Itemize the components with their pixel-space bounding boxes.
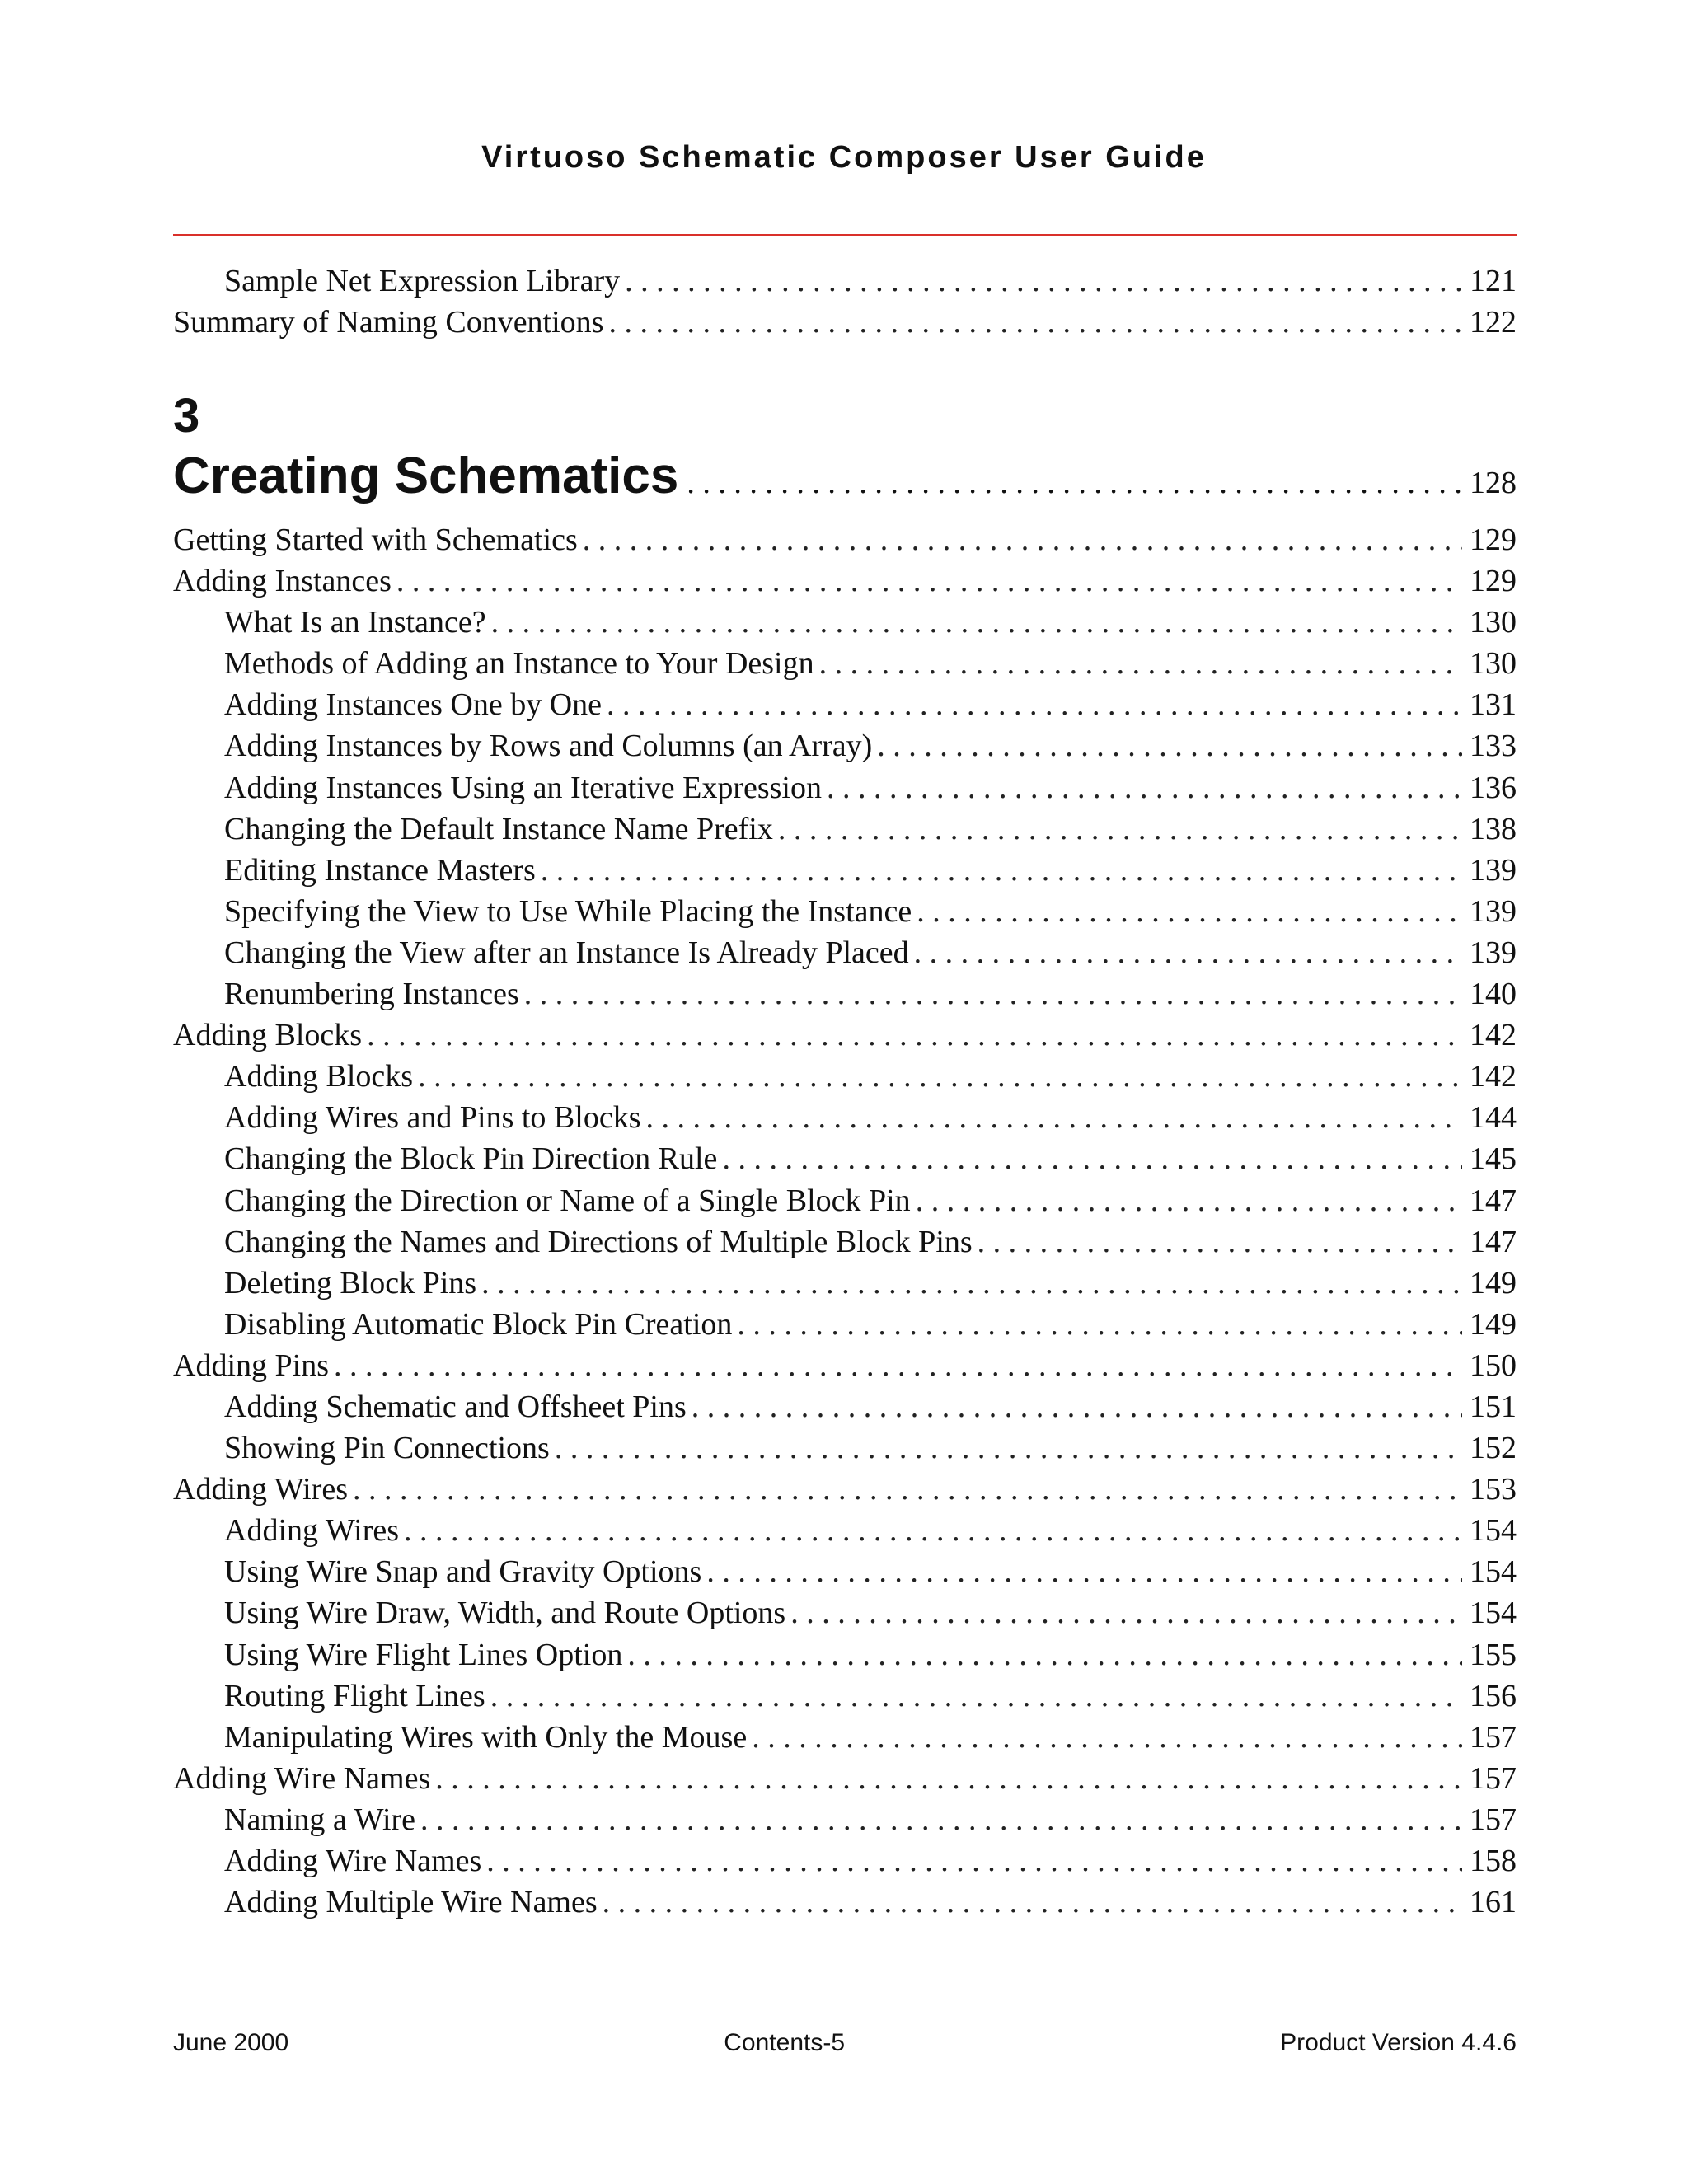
toc-entry[interactable] [173,1758,1517,1799]
toc-entry-title: Changing the Direction or Name of a Single Block Pin [224,1183,911,1218]
toc-entry-title: Renumbering Instances [224,977,519,1012]
dot-leader [583,519,1462,560]
dot-leader [916,1180,1462,1221]
toc-entry-title: Adding Instances [173,564,392,599]
toc-entry[interactable] [173,1304,1517,1345]
chapter-page-number: 128 [1470,466,1517,500]
toc-entry-page: 139 [1470,852,1517,888]
dot-leader [778,808,1462,850]
toc-entry[interactable] [173,1675,1517,1717]
dot-leader [687,465,1462,501]
toc-entry-page: 152 [1470,1431,1517,1466]
dot-leader [752,1717,1462,1758]
dot-leader [555,1427,1462,1469]
toc-entry-page: 145 [1470,1141,1517,1177]
toc-main-list [173,519,1517,1923]
toc-entry-title: Using Wire Draw, Width, and Route Options [224,1596,786,1631]
toc-entry[interactable] [173,1551,1517,1592]
dot-leader [541,850,1462,891]
toc-entry-page: 157 [1470,1760,1517,1796]
toc-entry-page: 130 [1470,605,1517,640]
toc-entry-page: 156 [1470,1678,1517,1713]
toc-entry-page: 158 [1470,1844,1517,1878]
toc-entry-page: 144 [1470,1100,1517,1136]
toc-entry-title: Adding Wire Names [224,1844,482,1878]
toc-entry-page: 121 [1470,264,1517,298]
toc-top-list [173,260,1517,343]
footer-date: June 2000 [173,2029,289,2056]
toc-entry[interactable] [173,1882,1517,1923]
toc-entry[interactable] [173,602,1517,643]
toc-entry-title: Deleting Block Pins [224,1265,477,1301]
toc-entry[interactable] [173,891,1517,932]
dot-leader [827,767,1462,808]
toc-entry-page: 139 [1470,935,1517,970]
toc-entry-page: 140 [1470,977,1517,1012]
dot-leader [608,302,1462,343]
dot-leader [722,1138,1462,1179]
dot-leader [914,932,1462,973]
chapter-number: 3 [173,389,200,443]
toc-entry-title: Adding Pins [173,1347,329,1383]
dot-leader [418,1056,1462,1097]
toc-entry-page: 154 [1470,1596,1517,1631]
toc-entry[interactable] [173,1056,1517,1097]
toc-entry-page: 147 [1470,1224,1517,1259]
dot-leader [420,1799,1462,1840]
toc-entry-page: 142 [1470,1059,1517,1094]
dot-leader [706,1551,1462,1592]
dot-leader [917,891,1462,932]
toc-entry[interactable] [173,1097,1517,1138]
toc-entry-title: Changing the Names and Directions of Multiple Block Pins [224,1224,973,1259]
toc-entry[interactable] [173,1180,1517,1221]
toc-entry-page: 138 [1470,811,1517,846]
toc-entry-title: What Is an Instance? [224,605,486,640]
toc-entry-page: 129 [1470,523,1517,557]
dot-leader [491,602,1462,643]
toc-entry-page: 154 [1470,1554,1517,1590]
toc-entry[interactable] [173,560,1517,602]
toc-entry-page: 122 [1470,305,1517,340]
toc-entry-page: 129 [1470,564,1517,599]
header-rule [173,234,1517,236]
dot-leader [490,1675,1462,1717]
footer-page-label: Contents-5 [724,2029,846,2056]
toc-entry-page: 133 [1470,729,1517,764]
toc-entry-title: Disabling Automatic Block Pin Creation [224,1306,733,1342]
dot-leader [603,1882,1462,1923]
page-footer [173,2029,1517,2057]
toc-entry[interactable] [173,932,1517,973]
document-title: Virtuoso Schematic Composer User Guide [481,140,1207,175]
toc-entry-title: Methods of Adding an Instance to Your Design [224,646,814,682]
toc-entry[interactable] [173,684,1517,725]
toc-entry[interactable] [173,1840,1517,1882]
toc-entry-title: Summary of Naming Conventions [173,305,604,340]
chapter-title: Creating Schematics [173,448,679,504]
toc-entry-title: Adding Wires and Pins to Blocks [224,1100,641,1136]
toc-entry-title: Adding Wires [173,1472,349,1507]
toc-entry-page: 139 [1470,893,1517,929]
toc-entry-title: Naming a Wire [224,1802,416,1837]
toc-entry-page: 161 [1470,1885,1517,1920]
toc-entry[interactable] [173,1345,1517,1386]
toc-entry[interactable] [173,643,1517,684]
dot-leader [481,1263,1462,1304]
toc-entry-page: 157 [1470,1802,1517,1837]
toc-entry-page: 147 [1470,1183,1517,1218]
toc-entry-page: 150 [1470,1347,1517,1383]
toc-entry-title: Changing the View after an Instance Is Already Placed [224,935,909,970]
toc-entry-page: 142 [1470,1018,1517,1053]
dot-leader [607,684,1462,725]
toc-entry[interactable] [173,1717,1517,1758]
toc-entry-title: Routing Flight Lines [224,1678,485,1713]
toc-entry[interactable] [173,850,1517,891]
toc-entry-page: 136 [1470,770,1517,805]
toc-entry-page: 149 [1470,1265,1517,1301]
toc-entry-title: Editing Instance Masters [224,852,536,888]
dot-leader [404,1510,1462,1551]
toc-entry-title: Using Wire Flight Lines Option [224,1637,623,1672]
toc-entry-title: Adding Blocks [173,1018,363,1053]
dot-leader [367,1015,1462,1056]
toc-entry[interactable] [173,1634,1517,1675]
dot-leader [334,1345,1462,1386]
toc-entry-page: 157 [1470,1719,1517,1755]
toc-entry-page: 149 [1470,1306,1517,1342]
dot-leader [524,973,1462,1015]
toc-entry[interactable] [173,1427,1517,1469]
toc-entry-page: 153 [1470,1472,1517,1507]
dot-leader [790,1592,1462,1633]
toc-entry-title: Adding Multiple Wire Names [224,1885,598,1920]
toc-entry-title: Getting Started with Schematics [173,523,578,557]
toc-entry[interactable] [173,725,1517,766]
toc-entry-page: 154 [1470,1513,1517,1549]
toc-entry[interactable] [173,1799,1517,1840]
toc-entry[interactable] [173,260,1517,302]
dot-leader [978,1221,1462,1263]
toc-entry-page: 131 [1470,687,1517,723]
dot-leader [396,560,1462,602]
toc-entry[interactable] [173,1138,1517,1179]
toc-entry[interactable] [173,302,1517,343]
footer-version: Product Version 4.4.6 [1280,2029,1517,2056]
dot-leader [625,260,1462,302]
dot-leader [737,1304,1462,1345]
dot-leader [353,1469,1462,1510]
toc-entry[interactable] [173,519,1517,560]
toc-entry-title: Showing Pin Connections [224,1431,550,1466]
toc-entry[interactable] [173,1469,1517,1510]
toc-entry-title: Adding Instances Using an Iterative Expression [224,770,822,805]
dot-leader [435,1758,1462,1799]
toc-entry[interactable] [173,1263,1517,1304]
dot-leader [692,1386,1462,1427]
toc-entry[interactable] [173,1592,1517,1633]
dot-leader [877,725,1462,766]
toc-entry[interactable] [173,767,1517,808]
toc-entry[interactable] [173,1510,1517,1551]
toc-entry-title: Adding Schematic and Offsheet Pins [224,1389,687,1424]
dot-leader [486,1840,1462,1882]
toc-entry-title: Using Wire Snap and Gravity Options [224,1554,702,1590]
toc-entry-page: 155 [1470,1637,1517,1672]
toc-entry-title: Adding Wire Names [173,1760,431,1796]
dot-leader [646,1097,1463,1138]
dot-leader [627,1634,1462,1675]
toc-entry-title: Specifying the View to Use While Placing the Instance [224,893,912,929]
toc-entry-title: Manipulating Wires with Only the Mouse [224,1719,748,1755]
toc-entry[interactable] [173,1221,1517,1263]
chapter-heading[interactable] [173,445,1517,508]
toc-entry[interactable] [173,1386,1517,1427]
toc-entry-title: Adding Instances One by One [224,687,603,723]
toc-entry-title: Sample Net Expression Library [224,264,621,298]
toc-entry-title: Adding Blocks [224,1059,414,1094]
toc-entry[interactable] [173,1015,1517,1056]
toc-entry-page: 130 [1470,646,1517,682]
toc-entry-title: Changing the Block Pin Direction Rule [224,1141,718,1177]
toc-entry-page: 151 [1470,1389,1517,1424]
toc-entry[interactable] [173,808,1517,850]
toc-entry-title: Changing the Default Instance Name Prefix [224,811,773,846]
toc-entry-title: Adding Instances by Rows and Columns (an Array) [224,729,873,764]
toc-entry[interactable] [173,973,1517,1015]
toc-entry-title: Adding Wires [224,1513,400,1549]
dot-leader [819,643,1462,684]
